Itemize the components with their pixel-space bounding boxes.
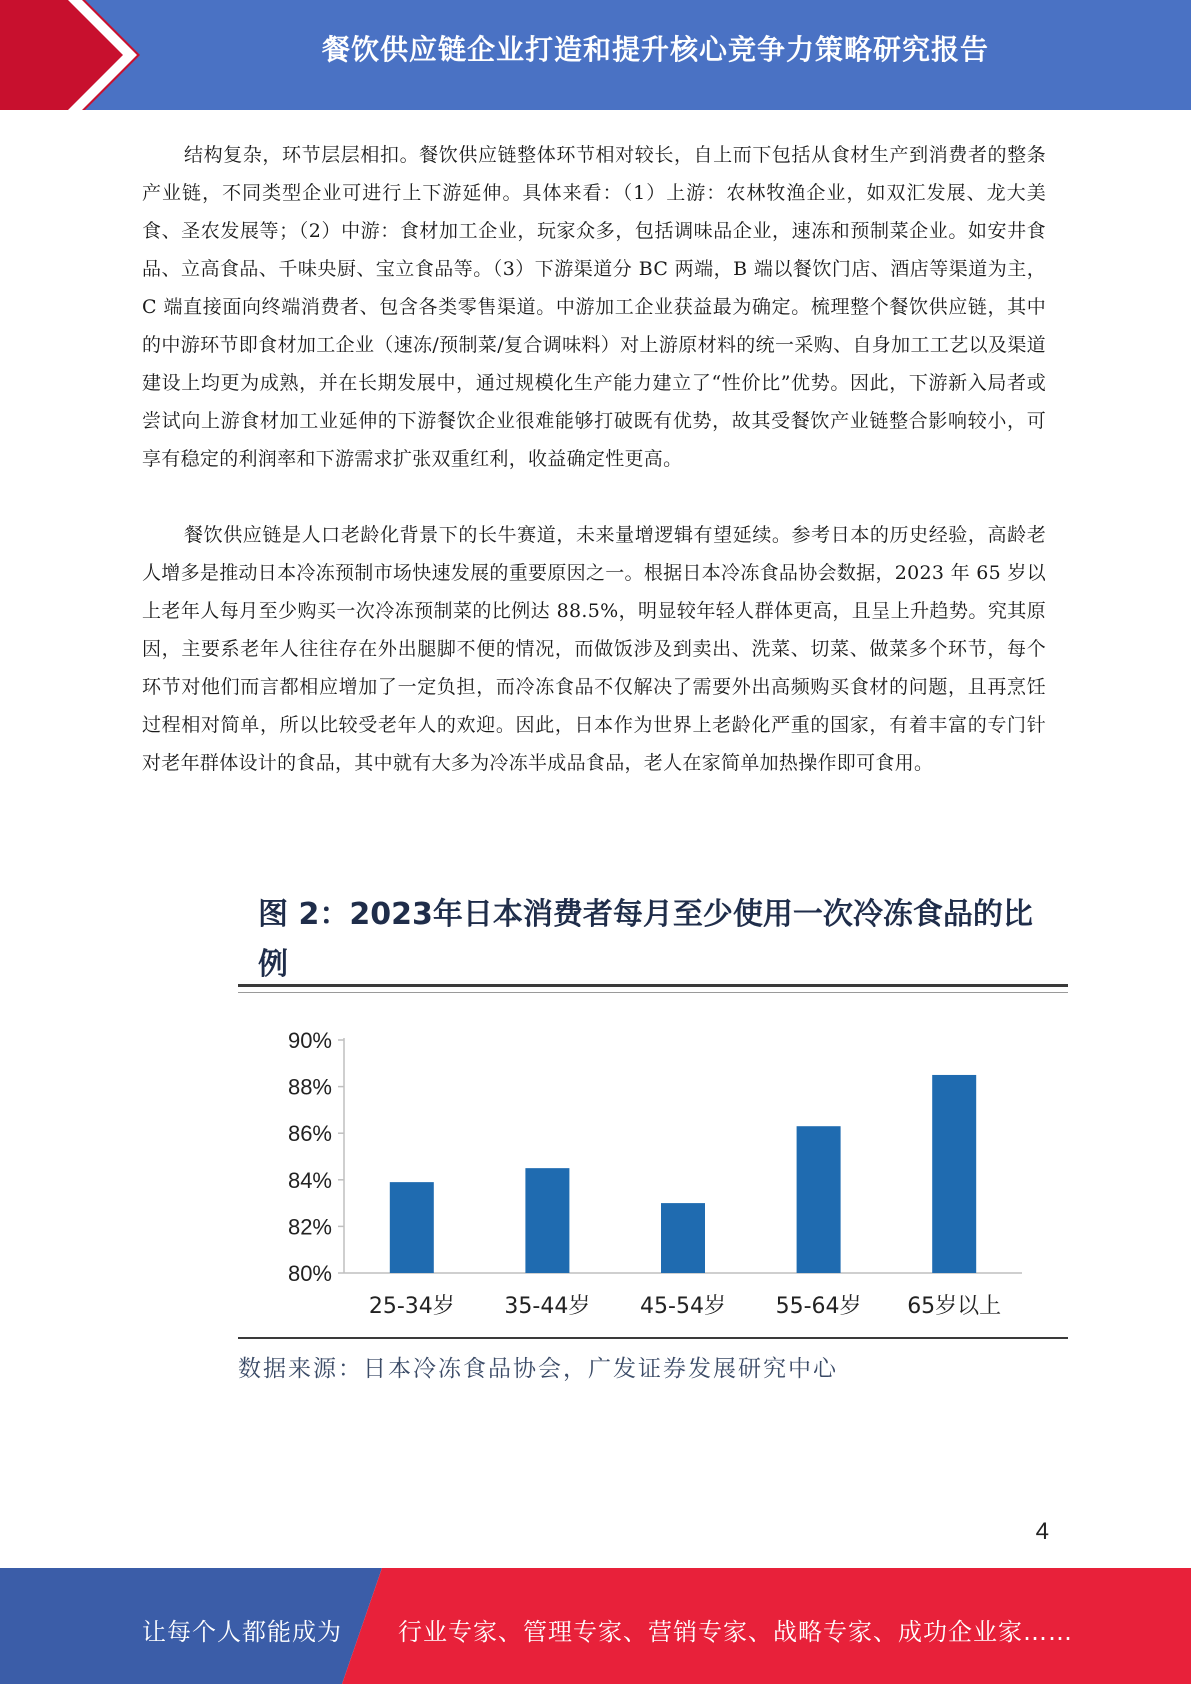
x-tick-label: 35-44岁	[504, 1294, 591, 1319]
paragraph-supply-chain-structure: 结构复杂，环节层层相扣。餐饮供应链整体环节相对较长，自上而下包括从食材生产到消费者的整条产业链，不同类型企业可进行上下游延伸。具体来看：（1）上游：农林牧渔企业，如双汇发展、龙大美食、圣农发展等；（2）中游：食材加工企业，玩家众多，包括调味品企业，速冻和预制菜企业。如安井食品、立高食品、千味央厨、宝立食品等。（3）下游渠道分 BC 两端，B 端以餐饮门店、酒店等渠道为主，C 端直接面向终端消费者、包含各类零售渠道。中游加工企业获益最为确定。梳理整个餐饮供应链，其中的中游环节即食材加工企业（速冻/预制菜/复合调味料）对上游原材料的统一采购、自身加工工艺以及渠道建设上均更为成熟，并在长期发展中，通过规模化生产能力建立了“性价比”优势。因此，下游新入局者或尝试向上游食材加工业延伸的下游餐饮企业很难能够打破既有优势，故其受餐饮产业链整合影响较小，可享有稳定的利润率和下游需求扩张双重红利，收益确定性更高。	[142, 144, 1046, 470]
bar-chart	[232, 880, 1078, 1340]
y-tick-label: 84%	[287, 1167, 332, 1193]
y-tick-label: 86%	[287, 1121, 332, 1147]
y-tick-label: 80%	[287, 1261, 332, 1286]
figure-title: 图 2：2023年日本消费者每月至少使用一次冷冻食品的比例	[258, 897, 1033, 982]
x-tick-label: 25-34岁	[368, 1294, 455, 1319]
bar	[390, 1182, 434, 1273]
footer-slogan-left: 让每个人都能成为	[142, 1618, 342, 1646]
bar	[525, 1168, 569, 1273]
page-number: 4	[1035, 1518, 1049, 1545]
figure-source: 数据来源：日本冷冻食品协会，广发证券发展研究中心	[238, 1356, 838, 1382]
page-footer	[0, 1568, 1191, 1684]
y-tick-label: 82%	[287, 1214, 332, 1240]
x-tick-label: 45-54岁	[640, 1294, 726, 1319]
figure-2	[232, 880, 1078, 1400]
bar	[797, 1126, 841, 1273]
x-tick-label: 65岁以上	[907, 1294, 1002, 1319]
bar	[661, 1203, 705, 1273]
y-tick-label: 90%	[287, 1028, 332, 1053]
header-arrow-icon	[0, 0, 200, 110]
body-content	[142, 136, 1046, 782]
x-tick-label: 55-64岁	[775, 1294, 862, 1319]
paragraph-aging-population: 餐饮供应链是人口老龄化背景下的长牛赛道，未来量增逻辑有望延续。参考日本的历史经验，高龄老人增多是推动日本冷冻预制市场快速发展的重要原因之一。根据日本冷冻食品协会数据，2023 年 65 岁以上老年人每月至少购买一次冷冻预制菜的比例达 88.5%，明显较年轻人群体更高，且呈上升趋势。究其原因，主要系老年人往往存在外出腿脚不便的情况，而做饭涉及到卖出、洗菜、切菜、做菜多个环节，每个环节对他们而言都相应增加了一定负担，而冷冻食品不仅解决了需要外出高频购买食材的问题，且再烹饪过程相对简单，所以比较受老年人的欢迎。因此，日本作为世界上老龄化严重的国家，有着丰富的专门针对老年群体设计的食品，其中就有大多为冷冻半成品食品，老人在家简单加热操作即可食用。	[142, 524, 1046, 774]
figure-bottom-rule	[238, 1337, 1068, 1339]
footer-slogan-right: 行业专家、管理专家、营销专家、战略专家、成功企业家……	[398, 1618, 1073, 1646]
report-title: 餐饮供应链企业打造和提升核心竞争力策略研究报告	[321, 33, 989, 66]
page-header	[0, 0, 1191, 110]
bar	[932, 1075, 976, 1273]
y-tick-label: 88%	[287, 1074, 332, 1100]
